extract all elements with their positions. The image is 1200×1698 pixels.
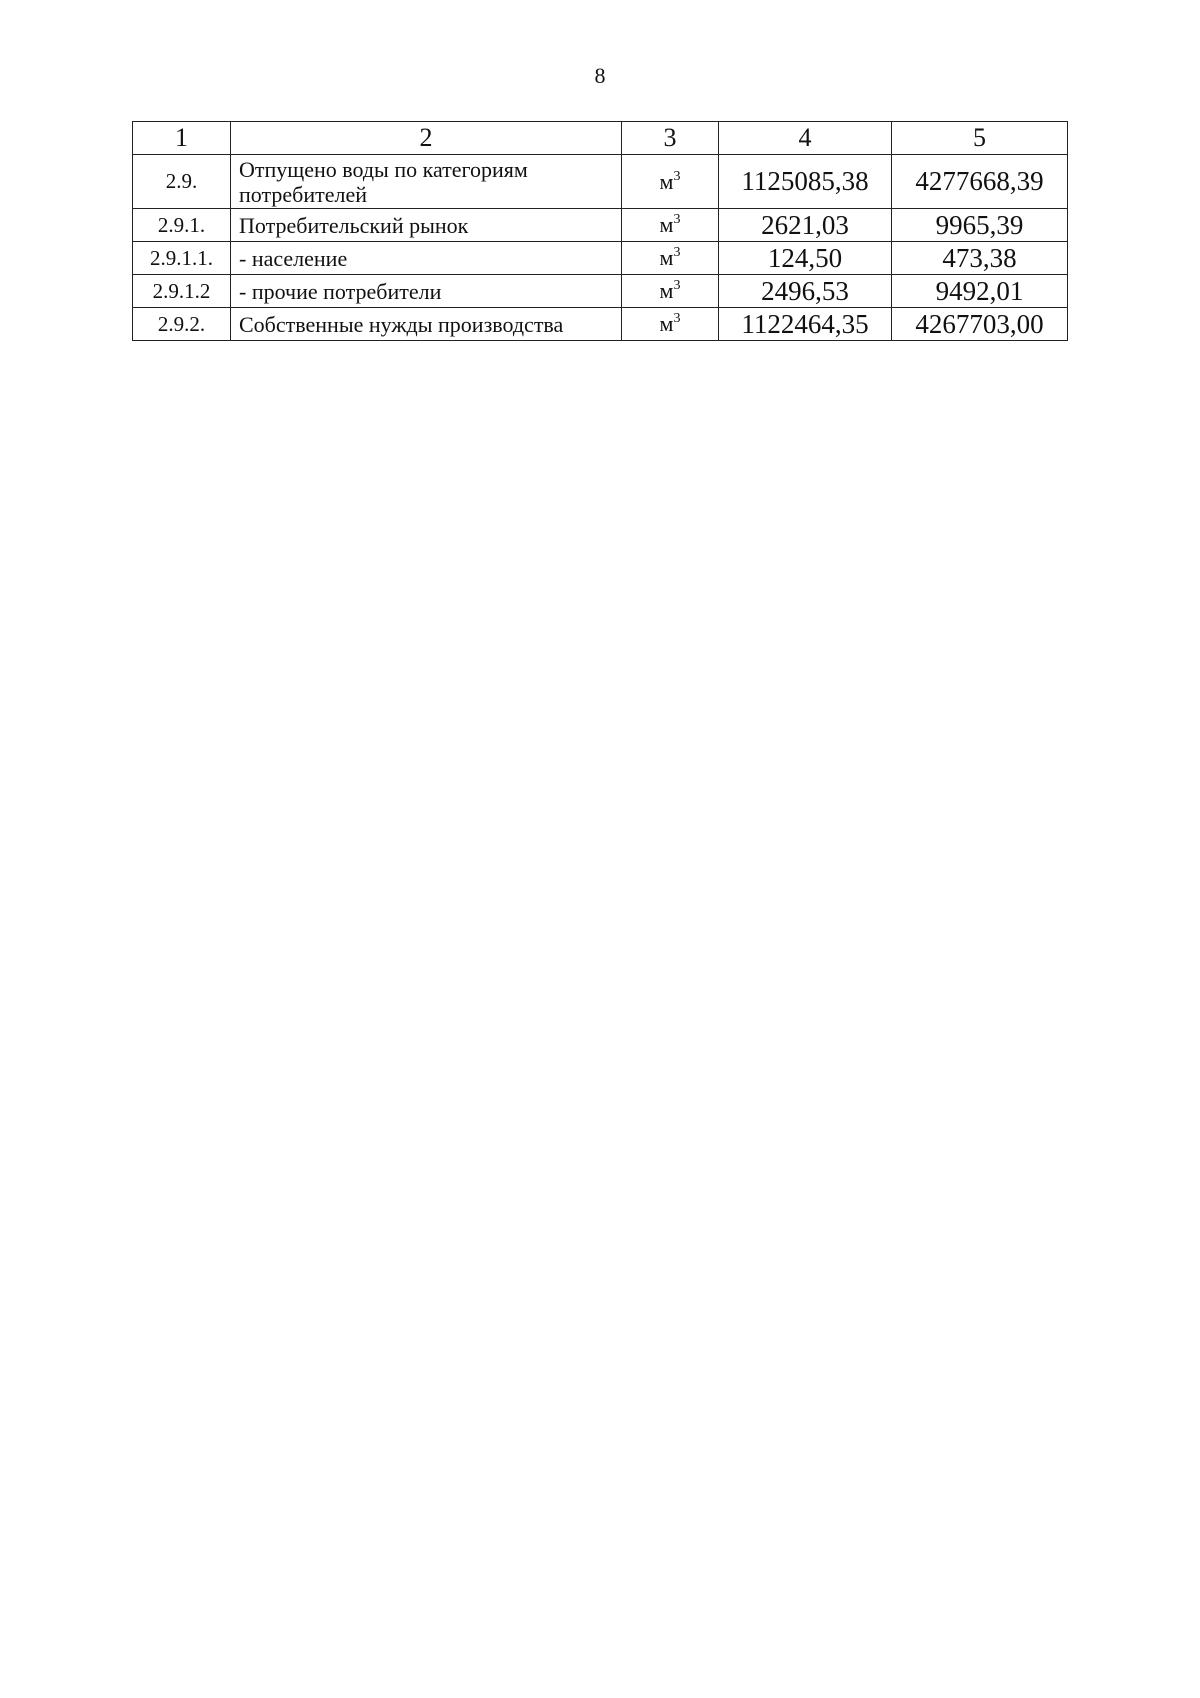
row-unit bbox=[622, 275, 719, 308]
unit-base: м bbox=[659, 311, 674, 336]
row-name: - прочие потребители bbox=[231, 275, 622, 308]
row-code: 2.9.1. bbox=[133, 209, 231, 242]
row-name: Потребительский рынок bbox=[231, 209, 622, 242]
table-row bbox=[133, 242, 1068, 275]
unit-base: м bbox=[659, 245, 674, 270]
row-unit bbox=[622, 242, 719, 275]
row-value-col5: 4277668,39 bbox=[892, 155, 1068, 209]
header-cell-4: 4 bbox=[719, 122, 892, 155]
table-row bbox=[133, 155, 1068, 209]
unit-power: 3 bbox=[673, 168, 681, 184]
unit-base: м bbox=[659, 278, 674, 303]
unit-power: 3 bbox=[673, 311, 681, 326]
row-value-col4: 1125085,38 bbox=[719, 155, 892, 209]
row-value-col4: 124,50 bbox=[719, 242, 892, 275]
header-cell-2: 2 bbox=[231, 122, 622, 155]
row-value-col5: 473,38 bbox=[892, 242, 1068, 275]
row-value-col5: 4267703,00 bbox=[892, 308, 1068, 341]
row-name: Собственные нужды производства bbox=[231, 308, 622, 341]
row-name: - население bbox=[231, 242, 622, 275]
header-cell-3: 3 bbox=[622, 122, 719, 155]
header-cell-1: 1 bbox=[133, 122, 231, 155]
table-row bbox=[133, 209, 1068, 242]
row-value-col4: 2621,03 bbox=[719, 209, 892, 242]
table-row bbox=[133, 275, 1068, 308]
row-name: Отпущено воды по категориям потребителей bbox=[231, 155, 622, 209]
row-unit bbox=[622, 209, 719, 242]
table-row bbox=[133, 308, 1068, 341]
row-value-col4: 2496,53 bbox=[719, 275, 892, 308]
row-code: 2.9.1.2 bbox=[133, 275, 231, 308]
row-value-col4: 1122464,35 bbox=[719, 308, 892, 341]
unit-power: 3 bbox=[673, 245, 681, 260]
row-code: 2.9. bbox=[133, 155, 231, 209]
row-unit bbox=[622, 155, 719, 209]
row-value-col5: 9965,39 bbox=[892, 209, 1068, 242]
table-header-row bbox=[133, 122, 1068, 155]
unit-base: м bbox=[659, 168, 674, 194]
unit-base: м bbox=[659, 212, 674, 237]
row-unit bbox=[622, 308, 719, 341]
row-code: 2.9.1.1. bbox=[133, 242, 231, 275]
row-code: 2.9.2. bbox=[133, 308, 231, 341]
page-number: 8 bbox=[594, 63, 606, 88]
data-table bbox=[132, 121, 1068, 341]
row-value-col5: 9492,01 bbox=[892, 275, 1068, 308]
unit-power: 3 bbox=[673, 278, 681, 293]
header-cell-5: 5 bbox=[892, 122, 1068, 155]
unit-power: 3 bbox=[673, 212, 681, 227]
